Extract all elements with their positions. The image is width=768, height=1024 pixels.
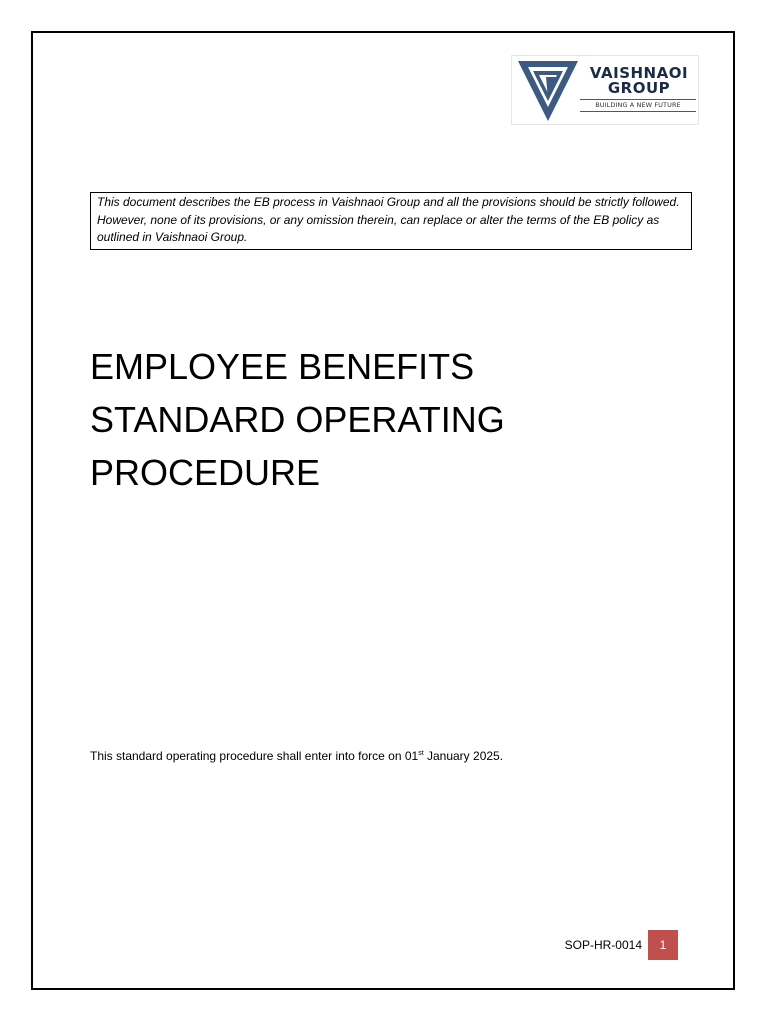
effective-ordinal-suffix: st [418, 750, 424, 757]
title-line-3: PROCEDURE [90, 452, 321, 493]
vaishnaoi-emblem-icon [516, 59, 580, 123]
logo-rule-top [580, 99, 696, 100]
page-number-badge: 1 [648, 930, 678, 960]
title-line-2: STANDARD OPERATING [90, 399, 505, 440]
company-logo [511, 55, 699, 125]
disclaimer-box: This document describes the EB process in Vaishnaoi Group and all the provisions should be strictly followed. However, none of its provisions, or any omission therein, can replace or alter the terms of the EB policy as outlined in Vaishnaoi Group. [90, 192, 692, 250]
document-code: SOP-HR-0014 [564, 938, 642, 952]
effective-date-statement [90, 747, 503, 765]
document-title [90, 340, 710, 499]
title-line-1: EMPLOYEE BENEFITS [90, 346, 475, 387]
logo-name-line2: GROUP [607, 79, 671, 97]
logo-tagline: BUILDING A NEW FUTURE [595, 101, 681, 109]
page-border [31, 31, 735, 990]
effective-text-suffix: January 2025. [423, 749, 504, 763]
logo-rule-bottom [580, 111, 696, 112]
logo-name-line1: VAISHNAOI [589, 64, 689, 82]
effective-text-prefix: This standard operating procedure shall enter into force on 01 [90, 749, 419, 763]
